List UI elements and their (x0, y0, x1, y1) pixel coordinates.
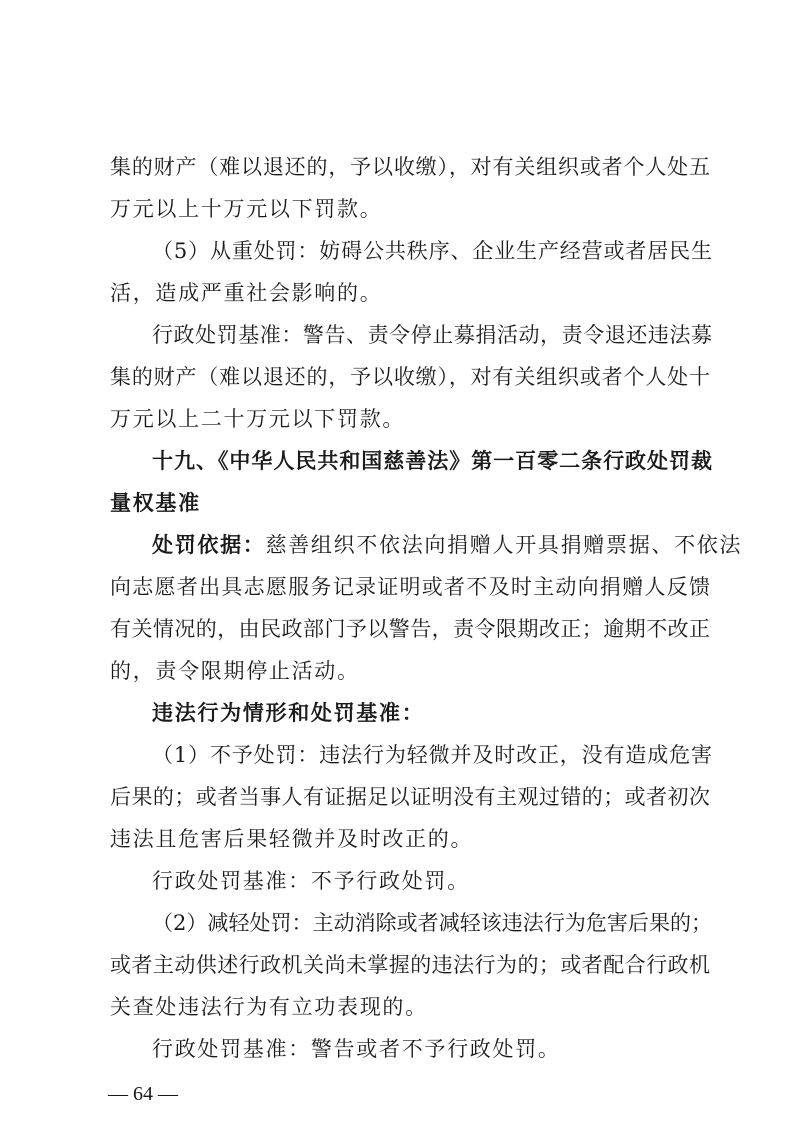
text-line: （5）从重处罚：妨碍公共秩序、企业生产经营或者居民生 (152, 239, 712, 263)
text-line: （2）减轻处罚：主动消除或者减轻该违法行为危害后果的； (152, 911, 712, 935)
text-line: （1）不予处罚：违法行为轻微并及时改正，没有造成危害 (152, 743, 712, 767)
basis-label: 处罚依据： (152, 533, 266, 557)
text-line: 集的财产（难以退还的，予以收缴），对有关组织或者个人处五 (110, 155, 710, 179)
text-line: 万元以上十万元以下罚款。 (110, 197, 383, 221)
text-line (152, 529, 743, 561)
text-line: 行政处罚基准：不予行政处罚。 (152, 869, 470, 893)
text-line: 违法且危害后果轻微并及时改正的。 (110, 827, 474, 851)
subheading: 违法行为情形和处罚基准： (152, 701, 425, 725)
text-line: 后果的；或者当事人有证据足以证明没有主观过错的；或者初次 (110, 785, 710, 809)
text-line: 万元以上二十万元以下罚款。 (110, 407, 406, 431)
basis-text: 慈善组织不依法向捐赠人开具捐赠票据、不依法 (265, 533, 743, 557)
text-line: 集的财产（难以退还的，予以收缴），对有关组织或者个人处十 (110, 365, 710, 389)
text-line: 的，责令限期停止活动。 (110, 659, 360, 683)
text-line: 行政处罚基准：警告或者不予行政处罚。 (152, 1037, 561, 1061)
text-line: 有关情况的，由民政部门予以警告，责令限期改正；逾期不改正 (110, 617, 710, 641)
page-number: — 64 — (108, 1083, 178, 1105)
text-line: 关查处违法行为有立功表现的。 (110, 995, 428, 1019)
section-heading: 量权基准 (110, 491, 201, 515)
section-heading: 十九、《中华人民共和国慈善法》第一百零二条行政处罚裁 (152, 449, 712, 473)
text-line: 活，造成严重社会影响的。 (110, 281, 383, 305)
text-line: 向志愿者出具志愿服务记录证明或者不及时主动向捐赠人反馈 (110, 575, 710, 599)
text-line: 或者主动供述行政机关尚未掌握的违法行为的；或者配合行政机 (110, 953, 710, 977)
text-line: 行政处罚基准：警告、责令停止募捐活动，责令退还违法募 (152, 323, 712, 347)
